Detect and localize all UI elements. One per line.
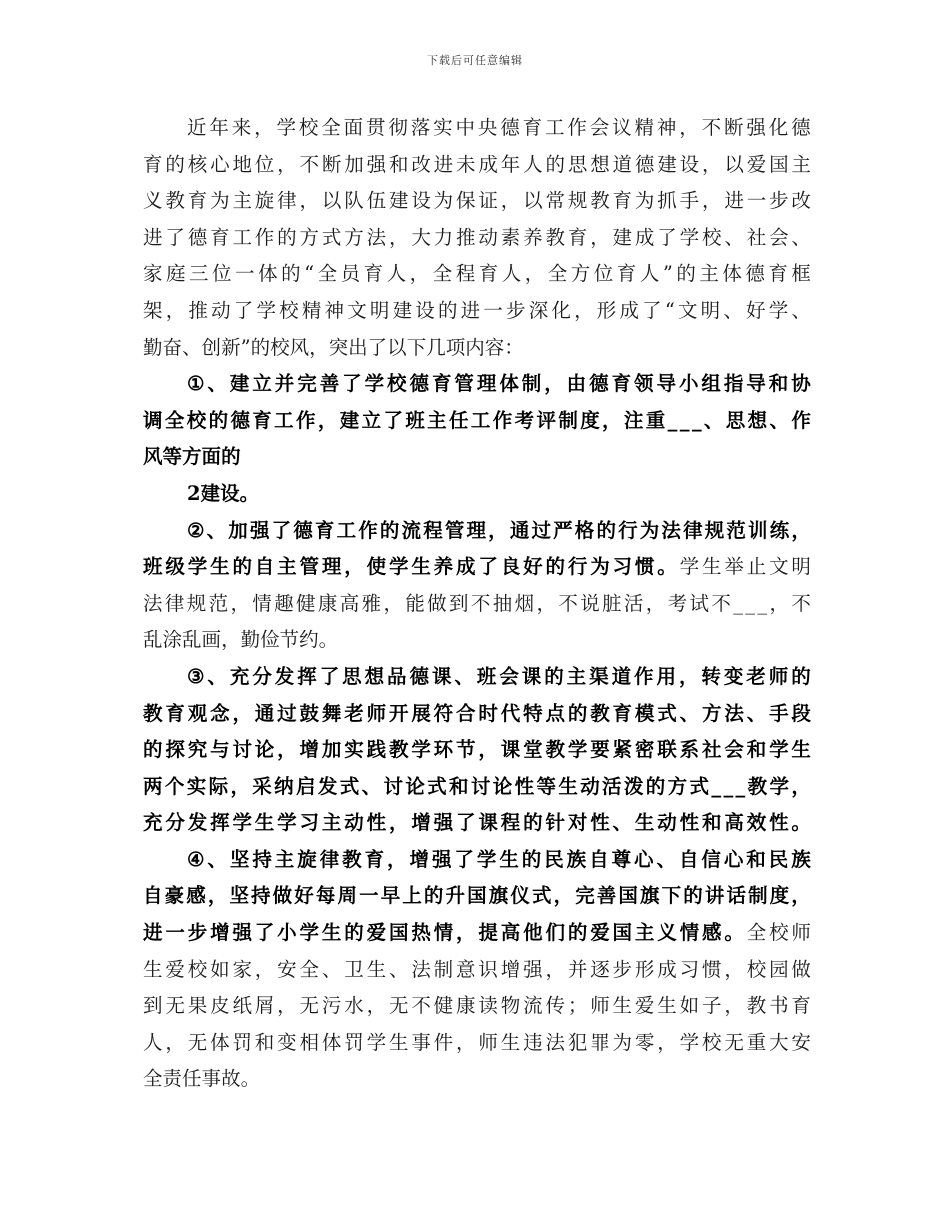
page-header: 下载后可任意编辑 [427, 54, 523, 67]
text-line: 进 一 步 增 强 了 小 学 生 的 爱 国 热 情 ， 提 高 他 们 的 爱 国 主 义 情 感 。 全 校 师 [143, 921, 811, 945]
text-line: 近 年 来 ， 学 校 全 面 贯 彻 落 实 中 央 德 育 工 作 会 议 精 神 ， 不 断 强 化 德 [187, 116, 811, 139]
text-line: 全 责 任 事 故 。 [143, 1067, 261, 1091]
text-line: 乱 涂 乱 画 ， 勤 俭 节 约 。 [143, 628, 339, 652]
text-line: 生 爱 校 如 家 ， 安 全 、 卫 生 、 法 制 意 识 增 强 ， 并 逐 步 形 成 习 惯 ， 校 园 做 [143, 957, 811, 981]
text-line: 两 个 实 际 ， 采 纳 启 发 式 、 讨 论 式 和 讨 论 性 等 生 动 活 泼 的 方 式 _ _ _ 教 学 ， [143, 774, 811, 798]
text-line: 教 育 观 念 ， 通 过 鼓 舞 老 师 开 展 符 合 时 代 特 点 的 教 育 模 式 、 方 法 、 手 段 [143, 701, 811, 725]
text-line: 勤 奋 、 创 新 ” 的 校 风 ， 突 出 了 以 下 几 项 内 容 ： [143, 335, 524, 359]
text-line: 班 级 学 生 的 自 主 管 理 ， 使 学 生 养 成 了 良 好 的 行 为 习 惯 。 学 生 举 止 文 明 [143, 555, 811, 579]
document-body [143, 110, 811, 1098]
text-line: 法 律 规 范 ， 情 趣 健 康 高 雅 ， 能 做 到 不 抽 烟 ， 不 说 脏 活 ， 考 试 不 _ _ _ ， 不 [143, 591, 811, 615]
text-line: 2 建 设 。 [187, 481, 260, 505]
text-line: 家 庭 三 位 一 体 的 “ 全 员 育 人 ， 全 程 育 人 ， 全 方 位 育 人 ” 的 主 体 德 育 框 [143, 262, 811, 286]
text-line: 的 探 究 与 讨 论 ， 增 加 实 践 教 学 环 节 ， 课 堂 教 学 要 紧 密 联 系 社 会 和 学 生 [143, 738, 811, 762]
text-line: ③ 、 充 分 发 挥 了 思 想 品 德 课 、 班 会 课 的 主 渠 道 作 用 ， 转 变 老 师 的 [187, 664, 811, 688]
text-line: 义 教 育 为 主 旋 律 ， 以 队 伍 建 设 为 保 证 ， 以 常 规 教 育 为 抓 手 ， 进 一 步 改 [143, 189, 811, 213]
text-line: 育 的 核 心 地 位 ， 不 断 加 强 和 改 进 未 成 年 人 的 思 想 道 德 建 设 ， 以 爱 国 主 [143, 152, 811, 176]
text-line: 到 无 果 皮 纸 屑 ， 无 污 水 ， 无 不 健 康 读 物 流 传 ； 师 生 爱 生 如 子 ， 教 书 育 [143, 994, 811, 1018]
text-line: 进 了 德 育 工 作 的 方 式 方 法 ， 大 力 推 动 素 养 教 育 ， 建 成 了 学 校 、 社 会 、 [143, 225, 811, 249]
text-line: 风 等 方 面 的 [143, 445, 241, 469]
text-line: 人 ， 无 体 罚 和 变 相 体 罚 学 生 事 件 ， 师 生 违 法 犯 罪 为 零 ， 学 校 无 重 大 安 [143, 1030, 811, 1054]
text-line: 调 全 校 的 德 育 工 作 ， 建 立 了 班 主 任 工 作 考 评 制 度 ， 注 重 _ _ _ 、 思 想 、 作 [143, 408, 811, 432]
text-line: 自 豪 感 ， 坚 持 做 好 每 周 一 早 上 的 升 国 旗 仪 式 ， 完 善 国 旗 下 的 讲 话 制 度 ， [143, 884, 811, 908]
text-line: ① 、 建 立 并 完 善 了 学 校 德 育 管 理 体 制 ， 由 德 育 领 导 小 组 指 导 和 协 [187, 372, 811, 396]
text-line: ② 、 加 强 了 德 育 工 作 的 流 程 管 理 ， 通 过 严 格 的 行 为 法 律 规 范 训 练 ， [187, 518, 811, 542]
text-line: ④ 、 坚 持 主 旋 律 教 育 ， 增 强 了 学 生 的 民 族 自 尊 心 、 自 信 心 和 民 族 [187, 847, 811, 871]
text-line: 充 分 发 挥 学 生 学 习 主 动 性 ， 增 强 了 课 程 的 针 对 性 、 生 动 性 和 高 效 性 。 [143, 811, 811, 835]
text-line: 架 ， 推 动 了 学 校 精 神 文 明 建 设 的 进 一 步 深 化 ， 形 成 了 “ 文 明 、 好 学 、 [143, 298, 811, 322]
